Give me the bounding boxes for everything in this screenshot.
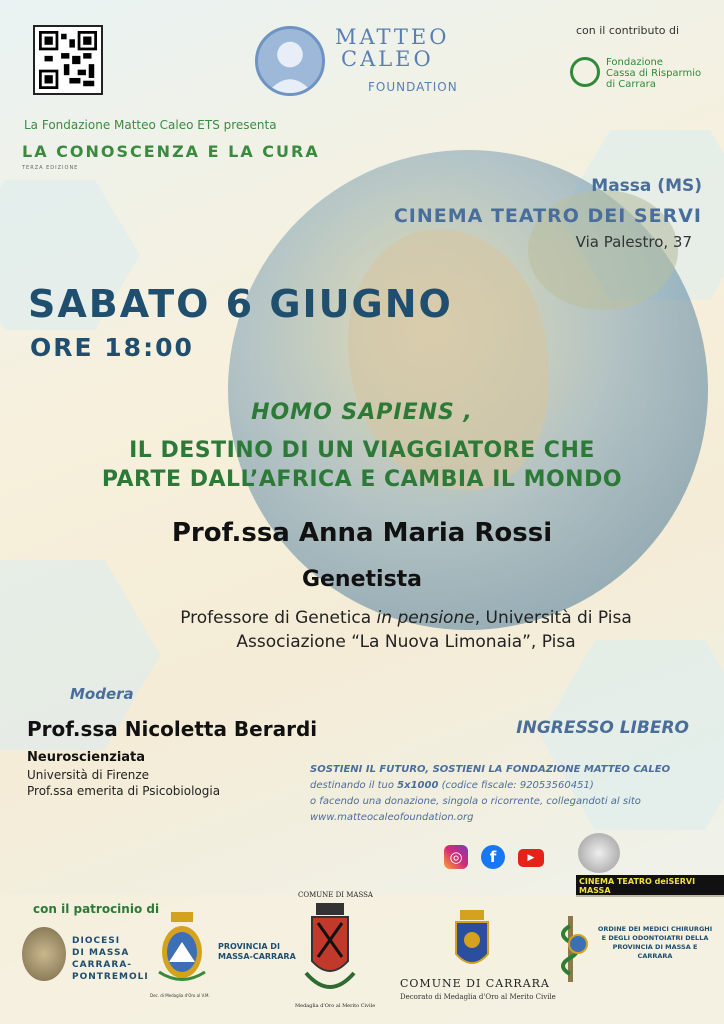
facebook-icon[interactable]: f	[481, 845, 505, 869]
province-subtitle: Dec. di Medaglia d'Oro al V.M.	[150, 993, 210, 998]
moderator-label: Modera	[70, 685, 134, 703]
moderator-role: Neuroscienziata	[27, 750, 146, 765]
foundation-emblem-icon	[570, 57, 600, 87]
diocese-emblem-icon	[22, 927, 66, 981]
speaker-affiliation: Professore di Genetica in pensione, Università di Pisa Associazione “La Nuova Limonaia”, Pisa	[180, 608, 632, 652]
qr-code-icon[interactable]	[33, 25, 103, 95]
cinema-logo-label: CINEMA TEATRO deiSERVI MASSA	[576, 875, 724, 897]
moderator-name: Prof.ssa Nicoletta Berardi	[27, 717, 318, 741]
patronage-label: con il patrocinio di	[33, 902, 160, 916]
website-link[interactable]: www.matteocaleofoundation.org	[310, 812, 474, 823]
foundation-logo-title: MATTEO CALEO	[335, 25, 450, 71]
massa-comune-label: COMUNE DI MASSA	[298, 891, 373, 899]
event-venue: CINEMA TEATRO DEI SERVI	[393, 205, 702, 227]
carrara-comune-subtitle: Decorato di Medaglia d'Oro al Merito Civile	[400, 993, 556, 1001]
sponsor-label: con il contributo di	[576, 24, 680, 37]
support-block: SOSTIENI IL FUTURO, SOSTIENI LA FONDAZIONE MATTEO CALEO destinando il tuo 5x1000 (codice fiscale: 92053560451) o facendo una donazione, singola o ricorrente, collegandoti al sito www.matteocaleofoundation.org	[310, 762, 710, 826]
sponsor-name: Fondazione Cassa di Risparmio di Carrara	[606, 57, 702, 90]
province-crest-icon	[155, 912, 209, 984]
speaker-name: Prof.ssa Anna Maria Rossi	[171, 518, 553, 548]
series-title: LA CONOSCENZA E LA CURA	[22, 142, 320, 161]
medical-order-name: ORDINE DEI MEDICI CHIRURGHI E DEGLI ODONTOIATRI DELLA PROVINCIA DI MASSA E CARRARA	[597, 925, 713, 960]
instagram-icon[interactable]: ◎	[444, 845, 468, 869]
entry-free-label: INGRESSO LIBERO	[516, 718, 689, 738]
youtube-icon[interactable]: ▶	[518, 849, 544, 867]
speaker-role: Genetista	[301, 567, 423, 592]
event-city: Massa (MS)	[591, 176, 702, 196]
talk-subtitle: IL DESTINO DI UN VIAGGIATORE CHE PARTE DALL’AFRICA E CAMBIA IL MONDO	[101, 438, 623, 492]
moderator-affiliation: Università di Firenze Prof.ssa emerita di Psicobiologia	[27, 768, 221, 798]
diocese-name: DIOCESI DI MASSA CARRARA- PONTREMOLI	[72, 936, 149, 982]
intro-presents: La Fondazione Matteo Caleo ETS presenta	[24, 118, 277, 132]
carrara-comune-name: COMUNE DI CARRARA	[400, 977, 550, 990]
carrara-crest-icon	[452, 910, 492, 972]
event-time: ORE 18:00	[30, 333, 194, 362]
cinema-logo-icon	[578, 833, 620, 873]
event-address: Via Palestro, 37	[575, 233, 692, 251]
event-date: SABATO 6 GIUGNO	[28, 282, 453, 326]
foundation-logo-subtitle: FOUNDATION	[368, 80, 458, 94]
massa-crest-icon	[300, 903, 360, 998]
medical-order-emblem-icon	[548, 914, 594, 984]
talk-title: HOMO SAPIENS ,	[251, 400, 473, 425]
massa-comune-subtitle: Medaglia d'Oro al Merito Civile	[295, 1003, 376, 1009]
edition-label: TERZA EDIZIONE	[22, 165, 79, 171]
portrait-icon	[255, 26, 325, 96]
province-name: PROVINCIA DI MASSA-CARRARA	[218, 942, 296, 961]
